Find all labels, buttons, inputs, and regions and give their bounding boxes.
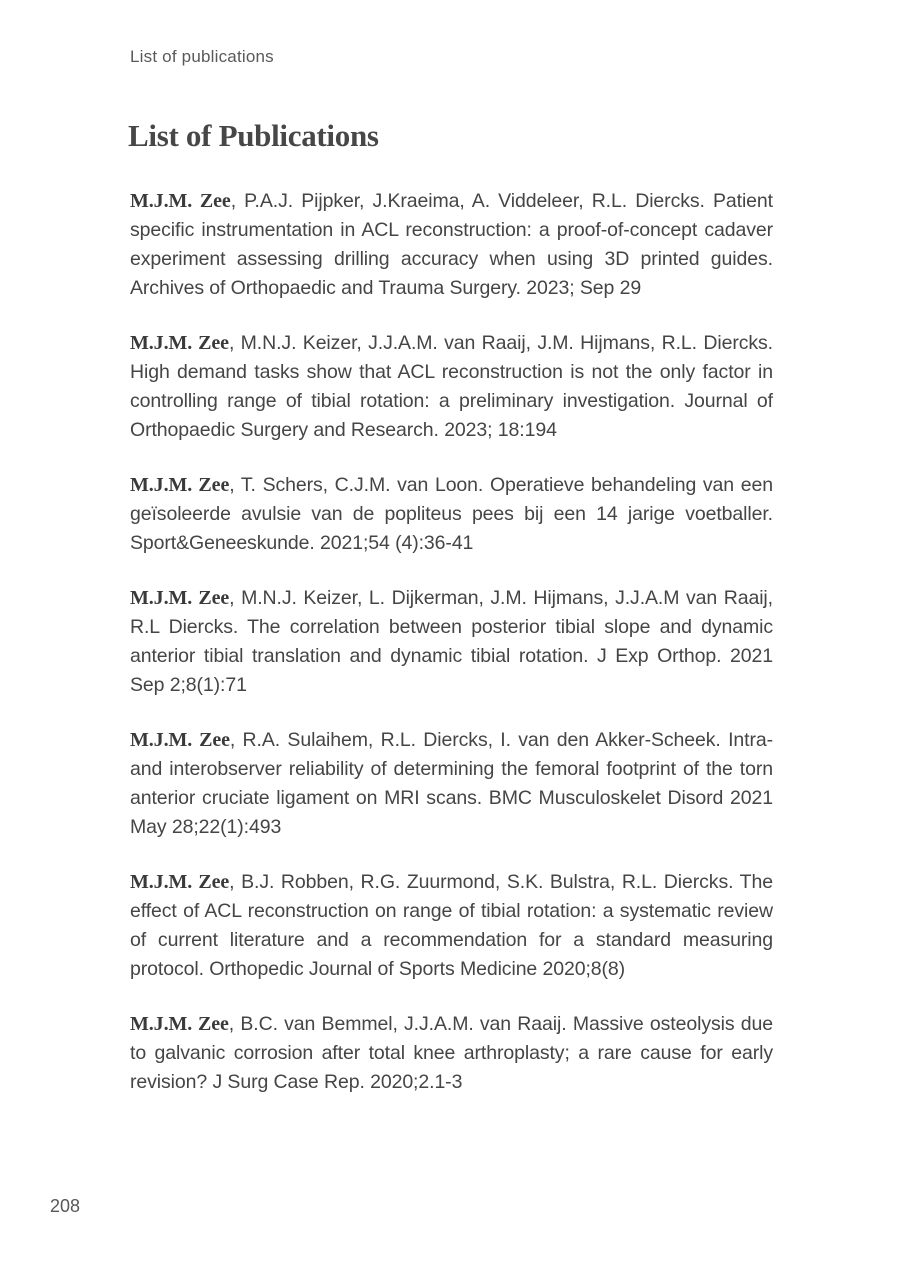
publication-authors: M.J.M. Zee (130, 332, 229, 354)
publication-text: , M.N.J. Keizer, J.J.A.M. van Raaij, J.M. Hijmans, R.L. Diercks. High demand tasks show that ACL reconstruction is not the only factor in controlling range of tibial rotation: a preliminary investigation. Journal of Orthopaedic Surgery and Research. 2023; 18:194 (130, 332, 773, 441)
publication-authors: M.J.M. Zee (130, 190, 231, 212)
publication-text: , T. Schers, C.J.M. van Loon. Operatieve behandeling van een geïsoleerde avulsie van de popliteus pees bij een 14 jarige voetballer. Sport&Geneeskunde. 2021;54 (4):36-41 (130, 474, 773, 554)
publication-text: , B.C. van Bemmel, J.J.A.M. van Raaij. Massive osteolysis due to galvanic corrosion after total knee arthroplasty; a rare cause for early revision? J Surg Case Rep. 2020;2.1-3 (130, 1013, 773, 1093)
publication-text: , P.A.J. Pijpker, J.Kraeima, A. Viddeleer, R.L. Diercks. Patient specific instrumentation in ACL reconstruction: a proof-of-concept cadaver experiment assessing drilling accuracy when using 3D printed guides. Archives of Orthopaedic and Trauma Surgery. 2023; Sep 29 (130, 190, 773, 299)
publication-authors: M.J.M. Zee (130, 587, 230, 609)
publication-text: , B.J. Robben, R.G. Zuurmond, S.K. Bulstra, R.L. Diercks. The effect of ACL reconstruction on range of tibial rotation: a systematic review of current literature and a recommendation for a standard measuring protocol. Orthopedic Journal of Sports Medicine 2020;8(8) (130, 871, 773, 980)
publication-authors: M.J.M. Zee (130, 729, 230, 751)
page-number: 208 (50, 1196, 81, 1216)
running-header: List of publications (130, 47, 274, 66)
publication-entry (130, 187, 773, 303)
publication-entry (130, 584, 773, 700)
page-title: List of Publications (128, 118, 379, 153)
publication-text: , M.N.J. Keizer, L. Dijkerman, J.M. Hijmans, J.J.A.M van Raaij, R.L Diercks. The correlation between posterior tibial slope and dynamic anterior tibial translation and dynamic tibial rotation. J Exp Orthop. 2021 Sep 2;8(1):71 (130, 587, 773, 696)
publication-entry (130, 1010, 773, 1097)
publication-entry (130, 471, 773, 558)
publication-entry (130, 329, 773, 445)
publication-authors: M.J.M. Zee (130, 474, 230, 496)
publications-list (130, 187, 773, 1123)
publication-entry (130, 868, 773, 984)
publication-authors: M.J.M. Zee (130, 871, 230, 893)
publication-authors: M.J.M. Zee (130, 1013, 229, 1035)
publication-entry (130, 726, 773, 842)
publication-text: , R.A. Sulaihem, R.L. Diercks, I. van den Akker-Scheek. Intra- and interobserver reliability of determining the femoral footprint of the torn anterior cruciate ligament on MRI scans. BMC Musculoskelet Disord 2021 May 28;22(1):493 (130, 729, 774, 838)
